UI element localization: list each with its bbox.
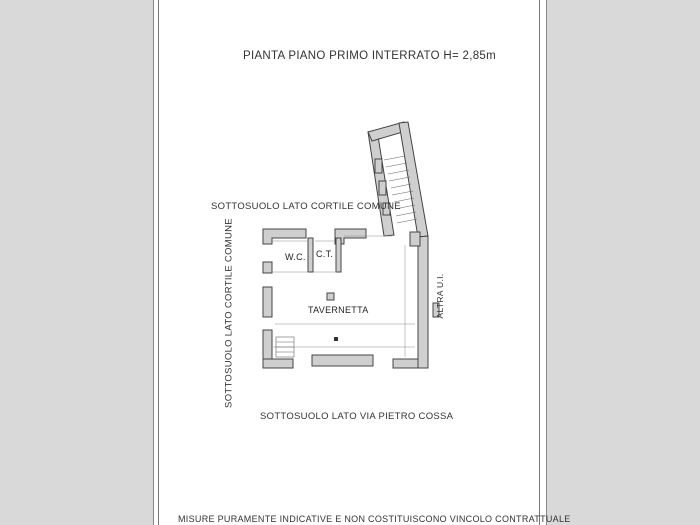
wall-left (263, 262, 272, 273)
wall-top-left (263, 229, 306, 244)
wall-wc-ct (308, 238, 313, 272)
label-left-side: SOTTOSUOLO LATO CORTILE COMUNE (223, 218, 235, 408)
wall-ct-right (336, 238, 341, 272)
room-label-tavernetta: TAVERNETTA (308, 305, 369, 315)
label-top-side: SOTTOSUOLO LATO CORTILE COMUNE (211, 201, 401, 212)
wall-bottom-mid (312, 355, 373, 366)
floor-drain (334, 337, 338, 341)
wall-left-2 (263, 287, 272, 317)
wall-bottom-left (263, 359, 293, 368)
drawing-title: PIANTA PIANO PRIMO INTERRATO H= 2,85m (243, 50, 496, 62)
wall-right-notch (410, 232, 420, 246)
pillar (327, 293, 334, 300)
room-label-wc: W.C. (285, 252, 306, 262)
label-right-side: ALTRA U.I. (435, 273, 445, 319)
wall-right (418, 236, 428, 368)
room-label-ct: C.T. (316, 249, 334, 259)
stair-window-2 (379, 181, 386, 195)
disclaimer-footer: MISURE PURAMENTE INDICATIVE E NON COSTITUISCONO VINCOLO CONTRATTUALE (178, 514, 571, 524)
internal-stair (276, 337, 294, 357)
label-bottom-side: SOTTOSUOLO LATO VIA PIETRO COSSA (260, 411, 454, 422)
stair-window-1 (375, 159, 382, 173)
